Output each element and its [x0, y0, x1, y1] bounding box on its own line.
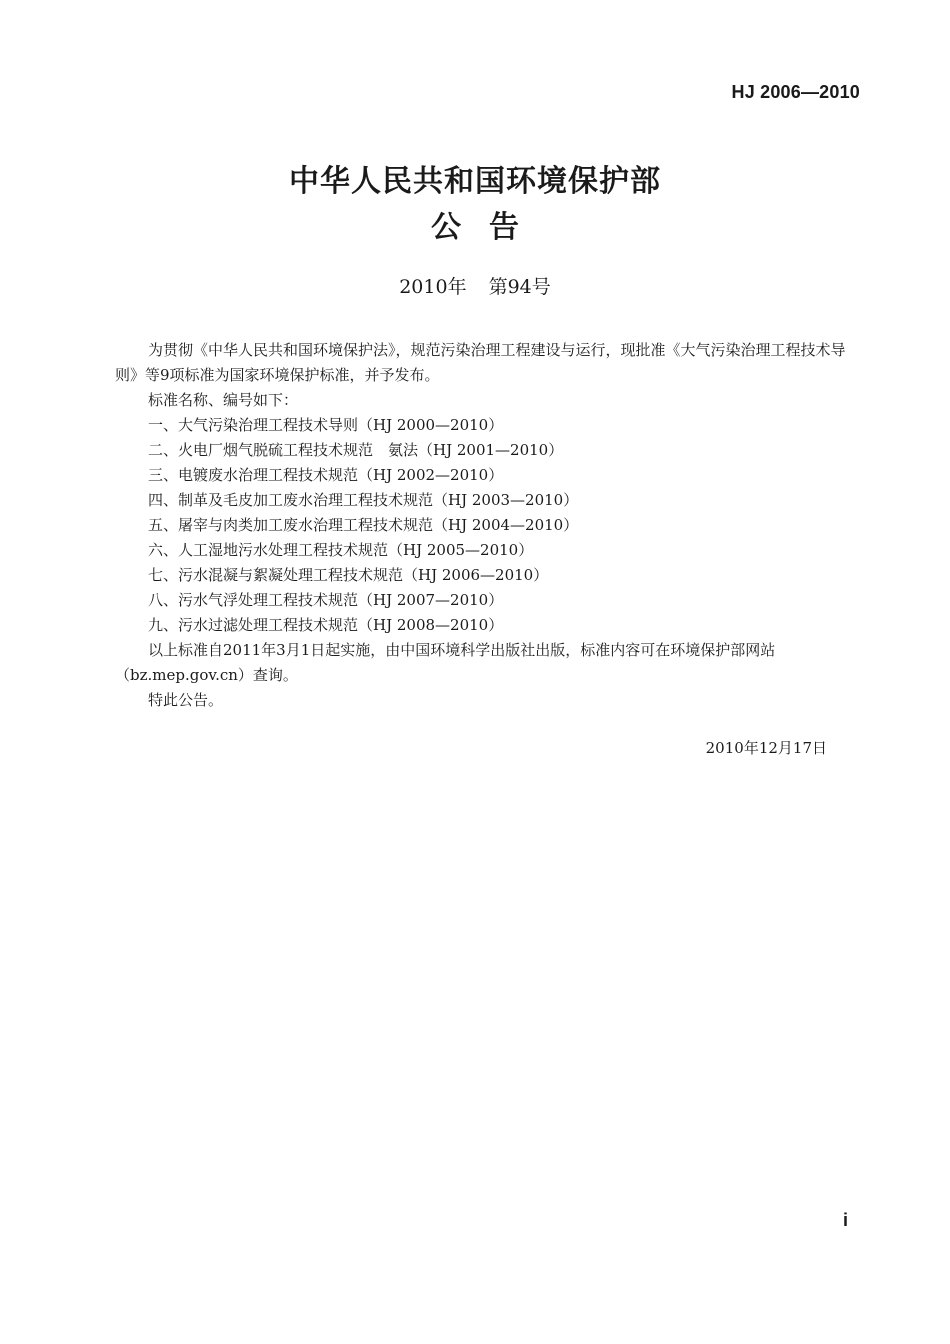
list-item: 五、屠宰与肉类加工废水治理工程技术规范（HJ 2004—2010） [148, 516, 579, 534]
announcement-date: 2010年12月17日 [705, 739, 827, 757]
list-item: 六、人工湿地污水处理工程技术规范（HJ 2005—2010） [148, 541, 534, 559]
standard-code: HJ 2006—2010 [731, 82, 860, 102]
page-title: 中华人民共和国环境保护部 [289, 164, 661, 199]
implementation-paragraph: 以上标准自2011年3月1日起实施，由中国环境科学出版社出版，标准内容可在环境保护部网站（bz.mep.gov.cn）查询。 [115, 641, 776, 684]
list-intro: 标准名称、编号如下： [148, 391, 299, 409]
page-subtitle: 公告 [431, 210, 547, 245]
page-number: i [842, 1210, 848, 1230]
list-item: 七、污水混凝与絮凝处理工程技术规范（HJ 2006—2010） [148, 566, 549, 584]
intro-paragraph: 为贯彻《中华人民共和国环境保护法》，规范污染治理工程建设与运行，现批准《大气污染治理工程技术导则》等9项标准为国家环境保护标准，并予发布。 [115, 341, 846, 384]
standards-list [115, 413, 865, 638]
list-item: 九、污水过滤处理工程技术规范（HJ 2008—2010） [148, 616, 504, 634]
list-item: 三、电镀废水治理工程技术规范（HJ 2002—2010） [148, 466, 504, 484]
issue-number: 第94号 [488, 276, 551, 298]
issue-year: 2010年 [399, 276, 467, 298]
list-item: 一、大气污染治理工程技术导则（HJ 2000—2010） [148, 416, 504, 434]
list-item: 八、污水气浮处理工程技术规范（HJ 2007—2010） [148, 591, 504, 609]
list-item: 四、制革及毛皮加工废水治理工程技术规范（HJ 2003—2010） [148, 491, 579, 509]
issue-line [0, 272, 950, 299]
announcement-body [115, 338, 865, 713]
closing-text: 特此公告。 [148, 691, 224, 709]
list-item: 二、火电厂烟气脱硫工程技术规范 氨法（HJ 2001—2010） [148, 441, 564, 459]
